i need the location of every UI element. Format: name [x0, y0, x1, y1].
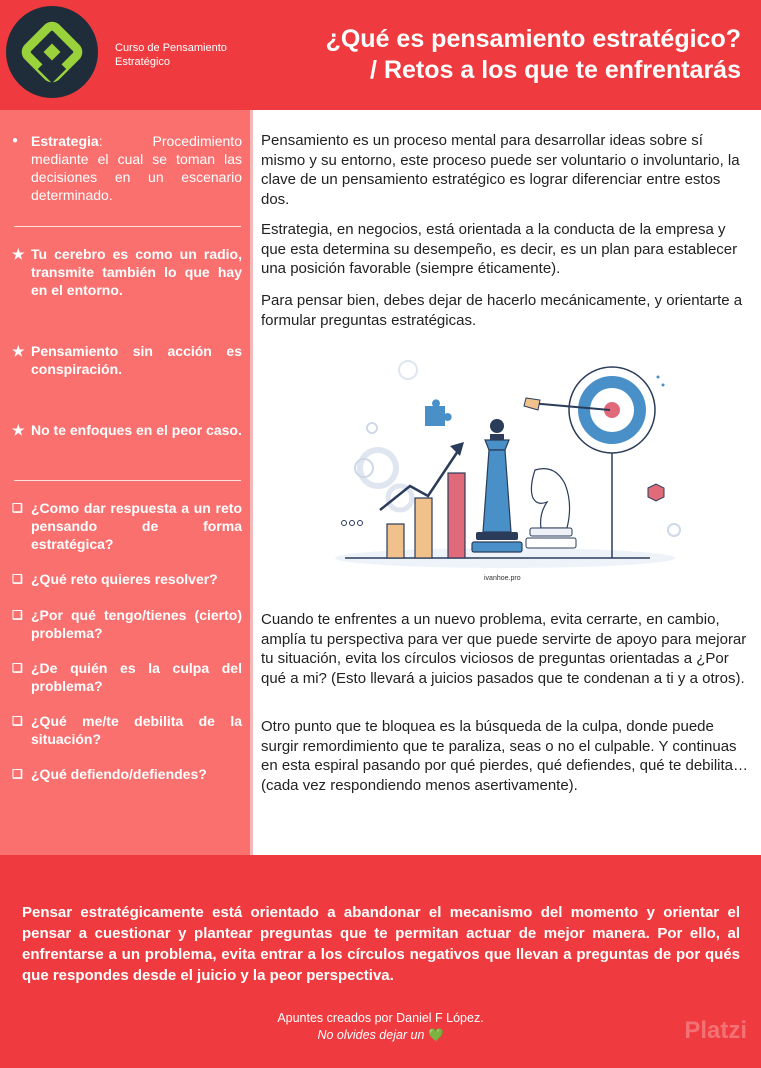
heart-icon: 💚 — [427, 1028, 444, 1042]
star-icon: ★ — [12, 422, 25, 438]
paragraph: Pensamiento es un proceso mental para desarrollar ideas sobre sí mismo y su entorno, este proceso puede ser voluntario o involuntario, la clave de un pensamiento estratégico es lograr diferenciar entre estos dos. — [261, 132, 740, 208]
question-item — [12, 712, 242, 748]
quote-text: Pensamiento sin acción es conspiración. — [31, 343, 242, 377]
checkbox-icon: ❑ — [12, 661, 23, 675]
bullet-icon: ● — [12, 135, 19, 146]
question-text: ¿De quién es la culpa del problema? — [31, 660, 242, 694]
question-item — [12, 659, 242, 695]
checkbox-icon: ❑ — [12, 714, 23, 728]
definition-text: : Procedimiento mediante el cual se toman las decisiones en un escenario determinado. — [31, 133, 242, 203]
star-icon: ★ — [12, 343, 25, 359]
quote-item — [12, 421, 242, 439]
title-line-2: / Retos a los que te enfrentarás — [370, 56, 741, 84]
image-credit: ivanhoe.pro — [484, 575, 521, 582]
question-item — [12, 606, 242, 642]
paragraph: Cuando te enfrentes a un nuevo problema, evita cerrarte, en cambio, amplía tu perspectiva para ver que puede servirte de apoyo para mejorar tu situación, evita los círculos viciosos de preguntas orientadas a ¿Por qué a mi? (Esto llevará a juicios pasados que te condenan a ti y a otros). — [261, 611, 747, 687]
definition-item — [12, 132, 242, 204]
quote-item — [12, 342, 242, 378]
sidebar-divider — [14, 480, 241, 481]
question-item — [12, 499, 242, 553]
summary-text: Pensar estratégicamente está orientado a abandonar el mecanismo del momento y orientar el pensar a cuestionar y plantear preguntas que te permitan actuar de mejor manera. Por ello, al enfrentarse a un problema, evita entrar a los círculos negativos que llevan a preguntas de por qués que respondes desde el juicio y la peor perspectiva. — [22, 904, 740, 984]
quote-item — [12, 245, 242, 299]
question-text: ¿Qué me/te debilita de la situación? — [31, 713, 242, 747]
paragraph: Otro punto que te bloquea es la búsqueda de la culpa, donde puede surgir remordimiento que te paraliza, seas o no el culpable. Y continuas en esta espiral pasando por qué pierdes, qué defiendes, qué te debilita… (cada vez respondiendo menos asertivamente). — [261, 718, 749, 794]
course-name: Curso de Pensamiento Estratégico — [115, 42, 227, 68]
question-text: ¿Qué defiendo/defiendes? — [31, 766, 207, 782]
sidebar-divider — [14, 226, 241, 227]
question-text: ¿Qué reto quieres resolver? — [31, 571, 218, 587]
paragraph: Estrategia, en negocios, está orientada a la conducta de la empresa y que esta determina su desempeño, es decir, es un plan para establecer una posición favorable (siempre éticamente). — [261, 221, 738, 277]
star-icon: ★ — [12, 246, 25, 262]
course-logo-icon — [6, 6, 98, 98]
question-item — [12, 570, 242, 588]
title-line-1: ¿Qué es pensamiento estratégico? — [325, 25, 741, 53]
checkbox-icon: ❑ — [12, 572, 23, 586]
chess-strategy-illustration — [330, 348, 690, 588]
checkbox-icon: ❑ — [12, 501, 23, 515]
author-credit: Apuntes creados por Daniel F López. — [277, 1011, 484, 1025]
question-text: ¿Por qué tengo/tienes (cierto) problema? — [31, 607, 242, 641]
question-item — [12, 765, 242, 783]
reminder-label: No olvides dejar un — [317, 1028, 425, 1042]
checkbox-icon: ❑ — [12, 767, 23, 781]
reminder-text — [0, 1027, 761, 1044]
quote-text: Tu cerebro es como un radio, transmite también lo que hay en el entorno. — [31, 246, 242, 298]
paragraph: Para pensar bien, debes dejar de hacerlo mecánicamente, y orientarte a formular preguntas estratégicas. — [261, 292, 743, 329]
checkbox-icon: ❑ — [12, 608, 23, 622]
header — [0, 0, 761, 110]
page-title — [241, 24, 741, 86]
question-text: ¿Como dar respuesta a un reto pensando de forma estratégica? — [31, 500, 242, 552]
quote-text: No te enfoques en el peor caso. — [31, 422, 242, 438]
platzi-watermark: Platzi — [684, 1017, 747, 1044]
definition-term: Estrategia — [31, 133, 99, 149]
footer — [0, 855, 761, 1068]
